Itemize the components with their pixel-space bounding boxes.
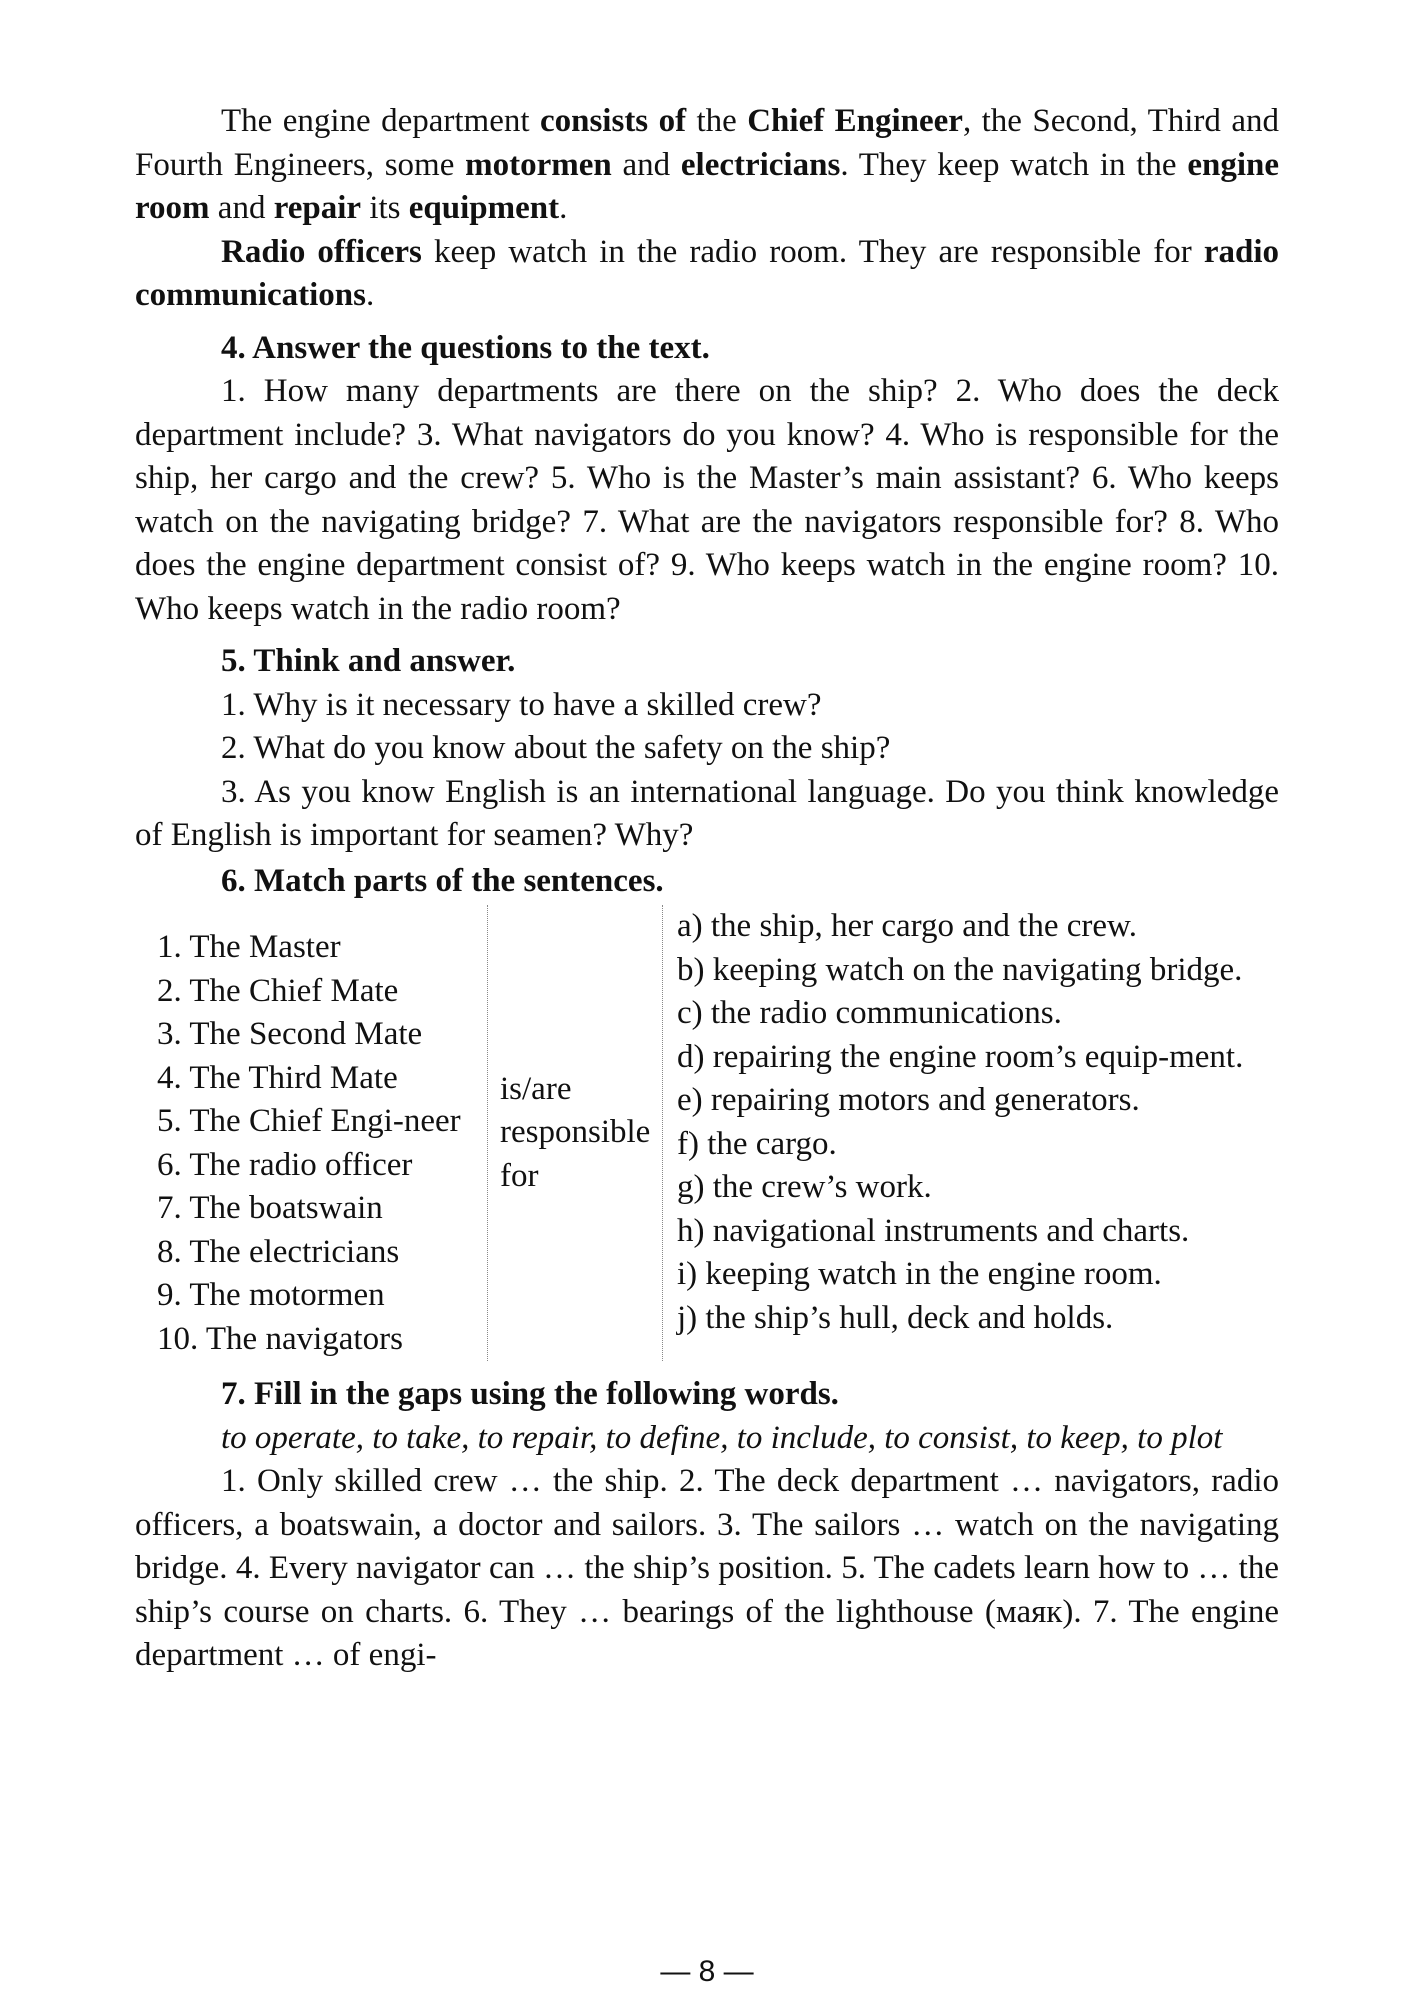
ending-item: b) keeping watch on the navigating bridge.: [677, 951, 1243, 988]
subject-item: 3. The Second Mate: [157, 1016, 423, 1052]
text-run: and: [611, 146, 681, 183]
text-run: .: [559, 190, 568, 226]
subject-item: 1. The Master: [157, 929, 341, 965]
exercise-7-sentences: 1. Only skilled crew … the ship. 2. The deck department … navigators, radio officers, a boatswain, a doctor and sailors. 3. The sailors … watch on the navigating bridge. 4. Every navigator can … the ship’s position. 5. The cadets learn how to … the ship’s course on charts. 6. They … bearings of the lighthouse (маяк). 7. The engine department … of engi-: [135, 1463, 1279, 1673]
bold-term: Chief Engineer: [747, 103, 963, 139]
text-run: The engine department: [221, 103, 540, 139]
ending-item: d) repairing the engine room’s equip-ment.: [677, 1038, 1244, 1075]
bold-term: repair: [273, 190, 362, 226]
subject-item: 7. The boatswain: [157, 1190, 383, 1226]
text-run: . They keep watch in the: [840, 146, 1188, 183]
bold-term: electricians: [680, 146, 841, 183]
subject-item: 5. The Chief Engi-neer: [157, 1103, 461, 1139]
ending-item: i) keeping watch in the engine room.: [677, 1256, 1162, 1292]
bold-term: radio communications: [135, 233, 1279, 313]
bold-term: engine room: [135, 146, 1279, 226]
exercise-7-word-list: to operate, to take, to repair, to define, to include, to consist, to keep, to plot: [221, 1419, 1223, 1456]
exercise-5-heading: 5. Think and answer.: [221, 643, 516, 679]
exercise-5-question-1: 1. Why is it necessary to have a skilled crew?: [221, 686, 822, 723]
text-run: its: [361, 190, 409, 226]
ending-item: e) repairing motors and generators.: [677, 1082, 1140, 1118]
subject-item: 4. The Third Mate: [157, 1059, 398, 1096]
subject-item: 6. The radio officer: [157, 1146, 413, 1183]
bold-term: motormen: [465, 146, 612, 183]
exercise-5-question-3: 3. As you know English is an international language. Do you think knowledge of English is important for seamen? Why?: [135, 773, 1279, 853]
matching-subjects-column: [157, 905, 487, 1361]
verb-phrase: is/are responsible for: [500, 1070, 651, 1194]
ending-item: a) the ship, her cargo and the crew.: [677, 908, 1137, 944]
exercise-7-heading: 7. Fill in the gaps using the following words.: [221, 1376, 839, 1412]
text-run: , the Second, Third and Fourth Engineers, some: [135, 103, 1279, 183]
ending-item: c) the radio communications.: [677, 995, 1062, 1031]
intro-paragraph-radio-officers: [135, 231, 1279, 318]
text-run: .: [366, 277, 375, 313]
subject-item: 9. The motormen: [157, 1277, 385, 1313]
bold-term: equipment: [408, 190, 560, 226]
page-number: — 8 —: [660, 1955, 754, 1988]
ending-item: h) navigational instruments and charts.: [677, 1212, 1190, 1249]
matching-table: [157, 905, 1279, 1361]
ending-item: f) the cargo.: [677, 1125, 837, 1162]
subject-item: 2. The Chief Mate: [157, 972, 399, 1009]
exercise-4-heading: 4. Answer the questions to the text.: [221, 329, 710, 366]
subject-item: 8. The electricians: [157, 1233, 400, 1270]
matching-endings-column: [663, 905, 1279, 1361]
text-run: the: [686, 103, 748, 139]
subject-item: 10. The navigators: [157, 1320, 403, 1357]
text-run: keep watch in the radio room. They are responsible for: [421, 233, 1204, 270]
exercise-4-questions: 1. How many departments are there on the ship? 2. Who does the deck department include? 3. What navigators do you know? 4. Who is responsible for the ship, her cargo and the crew? 5. Who is the Master’s main assistant? 6. Who keeps watch on the navigating bridge? 7. What are the navigators responsible for? 8. Who does the engine department consist of? 9. Who keeps watch in the engine room? 10. Who keeps watch in the radio room?: [135, 373, 1279, 627]
ending-item: g) the crew’s work.: [677, 1169, 932, 1205]
page-content: [135, 100, 1279, 1678]
text-run: and: [209, 190, 274, 226]
exercise-5-question-2: 2. What do you know about the safety on the ship?: [221, 730, 891, 766]
intro-paragraph-engine-department: [135, 100, 1279, 231]
bold-term: consists of: [539, 103, 687, 139]
bold-term: Radio officers: [221, 233, 422, 270]
matching-verb-column: [487, 905, 663, 1361]
exercise-6-heading: 6. Match parts of the sentences.: [221, 862, 664, 899]
ending-item: j) the ship’s hull, deck and holds.: [677, 1299, 1114, 1336]
